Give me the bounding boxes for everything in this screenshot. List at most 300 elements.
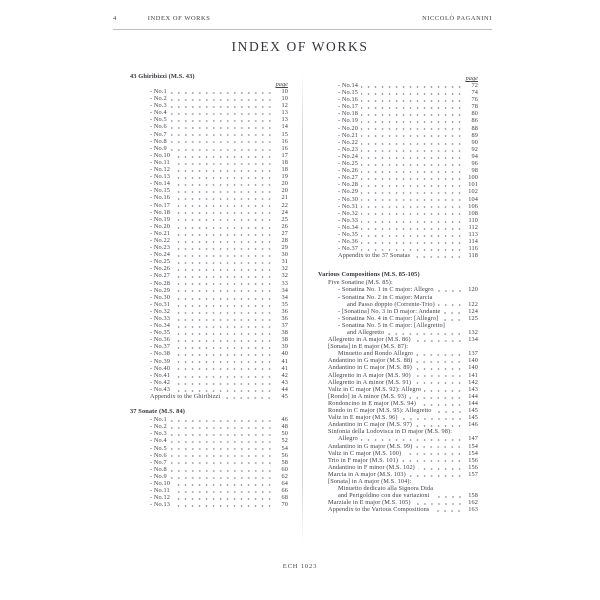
dot-leader [173,272,273,279]
dot-leader [415,443,463,450]
dot-leader [170,430,273,437]
dot-leader [414,372,463,379]
dot-leader [409,471,463,478]
dot-leader [170,423,273,430]
entry-page-number: 32 [281,272,288,280]
index-entry [318,322,478,329]
dot-leader [361,210,463,217]
dot-leader [173,287,273,294]
entry-title: - [Sonatina] No. 3 in D major: Andante [338,307,441,315]
entry-title: [Sonata] in A major (M.S. 104): [328,477,412,485]
dot-leader [361,188,463,195]
entry-title: - No.19 [150,215,170,223]
entry-title: - No.1 [150,416,167,424]
dot-leader [361,174,463,181]
entry-page-number: 43 [281,378,288,386]
index-entry [130,180,288,187]
index-entry [130,280,288,287]
entry-title: Andantino in C major (M.S. 97) [328,421,412,429]
index-entry [318,478,478,485]
entry-title: - No.26 [150,265,170,273]
dot-leader [170,452,273,459]
entry-page-number: 36 [281,307,288,315]
entry-page-number: 122 [468,300,478,308]
entry-title: - No.10 [150,479,170,487]
dot-leader [415,364,463,371]
index-entry [130,194,288,201]
dot-leader [173,180,273,187]
entry-title: - No.30 [150,293,170,301]
index-entry [318,160,478,167]
entry-page-number: 113 [468,230,478,238]
dot-leader [173,202,273,209]
entry-page-number: 143 [468,385,478,393]
dot-leader [173,159,273,166]
index-entry [318,89,478,96]
index-entry [130,287,288,294]
page-column-label: page [275,81,288,88]
entry-title: - No.10 [150,151,170,159]
index-entry [130,258,288,265]
entry-title: Valtz in E major (M.S. 96) [328,414,398,422]
dot-leader [418,464,463,471]
entry-page-number: 154 [468,449,478,457]
entry-title: - No.33 [338,216,358,224]
entry-title: - No.18 [338,110,358,118]
entry-title: - No.8 [150,465,167,473]
index-entry [130,386,288,393]
entry-title: - No.31 [338,202,358,210]
dot-leader [170,473,273,480]
index-entry [130,473,288,480]
entry-page-number: 162 [468,499,478,507]
index-entry [130,372,288,379]
section-heading: 43 Ghiribizzi (M.S. 43) [130,73,195,80]
dot-leader [361,160,463,167]
dot-leader [404,450,463,457]
index-entry [318,146,478,153]
entry-page-number: 106 [468,202,478,210]
entry-title: - No.16 [338,96,358,104]
entry-title: - No.27 [338,174,358,182]
entry-page-number: 34 [281,293,288,301]
entry-page-number: 19 [281,173,288,181]
entry-page-number: 92 [471,145,478,153]
dot-leader [361,238,463,245]
dot-leader [170,145,273,152]
entry-title: and Perigoldino con due variazioni [338,492,430,500]
entry-page-number: 88 [471,124,478,132]
entry-title: - Sonatina No. 2 in C major: Marcia [338,293,433,301]
dot-leader [401,414,463,421]
dot-leader [170,459,273,466]
index-entry [318,224,478,231]
entry-page-number: 50 [281,430,288,438]
entry-page-number: 52 [281,437,288,445]
entry-page-number: 17 [281,151,288,159]
index-entry [318,252,478,259]
index-entry [130,308,288,315]
index-entry [318,499,478,506]
entry-page-number: 20 [281,180,288,188]
entry-page-number: 125 [468,314,478,322]
dot-leader [361,167,463,174]
entry-page-number: 116 [468,245,478,253]
entry-page-number: 48 [281,423,288,431]
entry-title: - No.32 [150,307,170,315]
dot-leader [419,400,463,407]
entry-page-number: 45 [281,393,288,401]
dot-leader [173,365,273,372]
entry-title: - No.2 [150,95,167,103]
dot-leader [438,301,463,308]
index-entry [318,196,478,203]
index-entry [130,102,288,109]
index-entry [130,452,288,459]
dot-leader [173,280,273,287]
entry-page-number: 24 [281,208,288,216]
entry-title: Allegretto in A minor (M.S. 91) [328,378,412,386]
entry-title: - No.4 [150,437,167,445]
entry-title: Valtz in C major (M.S. 100) [328,449,402,457]
dot-leader [435,407,464,414]
entry-page-number: 27 [281,229,288,237]
entry-title: - No.32 [338,209,358,217]
index-entry [130,336,288,343]
dot-leader [170,102,273,109]
dot-leader [443,308,463,315]
entry-title: - No.24 [338,152,358,160]
entry-title: Rondoncino in E major (M.S. 94) [328,399,416,407]
entry-title: - No.34 [338,223,358,231]
entry-title: and Passo doppio (Corrente-Trio) [347,300,435,308]
entry-page-number: 140 [468,357,478,365]
entry-page-number: 38 [281,329,288,337]
entry-title: Appendix to the 37 Sonatas [338,252,411,260]
index-column-right [318,75,478,513]
entry-title: - No.4 [150,109,167,117]
entry-title: - No.11 [150,487,170,495]
section-heading: 37 Sonate (M.S. 84) [130,408,185,416]
entry-title: Appendix to the Various Compositions [328,506,430,514]
index-entry [318,210,478,217]
entry-title: - No.6 [150,123,167,131]
entry-page-number: 147 [468,435,478,443]
entry-title: - No.14 [338,82,358,89]
dot-leader [173,194,273,201]
entry-title: - No.3 [150,430,167,438]
page-crease-line [302,72,303,544]
entry-title: - No.23 [338,145,358,153]
entry-title: - No.8 [150,137,167,145]
entry-page-number: 76 [471,96,478,104]
entry-page-number: 16 [281,137,288,145]
index-entry [130,487,288,494]
entry-page-number: 72 [471,82,478,89]
index-entry [318,82,478,89]
index-entry [130,301,288,308]
entry-title: - No.28 [150,279,170,287]
dot-leader [173,358,273,365]
entry-title: Sinfonia della Lodovisca in D major (M.S. 98): [328,428,453,436]
entry-page-number: 22 [281,201,288,209]
dot-leader [173,173,273,180]
index-entry [318,231,478,238]
dot-leader [173,265,273,272]
index-entry [130,379,288,386]
entry-title: - No.42 [150,378,170,386]
dot-leader [173,501,273,508]
entry-page-number: 36 [281,315,288,322]
entry-page-number: 28 [281,236,288,244]
entry-title: - No.36 [338,238,358,246]
entry-title: - No.22 [150,236,170,244]
entry-page-number: 132 [468,329,478,336]
entry-page-number: 30 [281,251,288,259]
entry-page-number: 60 [281,465,288,473]
entry-title: - No.22 [338,138,358,146]
entry-title: and Allegretto [347,329,385,336]
index-entry [130,187,288,194]
dot-leader [173,152,273,159]
entry-title: - No.5 [150,444,167,452]
index-entry [130,230,288,237]
dot-leader [401,457,463,464]
entry-page-number: 146 [468,421,478,429]
entry-title: Five Sonatine (M.S. 85): [328,279,393,287]
index-entry [130,116,288,123]
entry-page-number: 18 [281,166,288,174]
dot-leader [173,379,273,386]
running-header [113,15,492,22]
dot-leader [361,196,463,203]
dot-leader [361,132,463,139]
entry-page-number: 145 [468,407,478,415]
dot-leader [409,393,463,400]
entry-title: - No.20 [150,222,170,230]
dot-leader [173,216,273,223]
dot-leader [361,146,463,153]
entry-page-number: 29 [281,244,288,252]
index-entry [318,125,478,132]
dot-leader [173,209,273,216]
index-entry [318,203,478,210]
entry-page-number: 13 [281,116,288,124]
entry-page-number: 145 [468,414,478,422]
dot-leader [173,343,273,350]
index-entry [130,365,288,372]
index-entry [318,245,478,252]
entry-page-number: 70 [281,501,288,509]
entry-page-number: 120 [468,286,478,294]
entry-title: - No.17 [150,201,170,209]
index-entry [318,428,478,435]
entry-page-number: 144 [468,399,478,407]
index-entry [318,421,478,428]
entry-title: Marcia in A major (M.S. 103) [328,470,406,478]
entry-title: - No.24 [150,251,170,259]
dot-leader [361,96,463,103]
entry-title: - No.31 [150,300,170,308]
index-entry [318,110,478,117]
entry-page-number: 104 [468,195,478,203]
dot-leader [361,231,463,238]
page-column-label-row [318,75,478,82]
entry-page-number: 21 [281,194,288,202]
entry-title: - No.34 [150,322,170,330]
dot-leader [361,153,463,160]
entry-title: - No.17 [338,103,358,111]
index-entry [130,138,288,145]
dot-leader [173,230,273,237]
index-entry [130,315,288,322]
entry-page-number: 163 [468,506,478,514]
index-entry [318,435,478,442]
entry-title: - No.3 [150,102,167,110]
entry-title: - No.12 [150,494,170,502]
dot-leader [361,139,463,146]
index-entry [130,430,288,437]
index-entry [318,286,478,293]
entry-title: - No.26 [338,167,358,175]
entry-page-number: 46 [281,416,288,424]
entry-page-number: 66 [281,487,288,495]
dot-leader [361,245,463,252]
dot-leader [432,506,463,513]
entry-page-number: 142 [468,378,478,386]
index-entry [130,251,288,258]
section-heading: Various Compositions (M.S. 85-105) [318,271,420,279]
dot-leader [173,372,273,379]
entry-page-number: 100 [468,174,478,182]
entry-page-number: 141 [468,371,478,379]
entry-page-number: 62 [281,472,288,480]
index-entry [318,485,478,492]
entry-page-number: 16 [281,144,288,152]
entry-title: [Rondo] in A minor (M.S. 93) [328,392,407,400]
entry-page-number: 44 [281,385,288,393]
dot-leader [170,445,273,452]
entry-page-number: 108 [468,209,478,217]
entry-page-number: 101 [468,181,478,189]
entry-page-number: 114 [468,238,478,246]
index-entry [130,209,288,216]
index-entry [130,202,288,209]
dot-leader [173,336,273,343]
entry-page-number: 18 [281,158,288,166]
entry-title: - No.7 [150,458,167,466]
entry-page-number: 134 [468,336,478,344]
index-entry [130,237,288,244]
entry-page-number: 54 [281,444,288,452]
dot-leader [170,123,273,130]
index-entry [130,152,288,159]
index-column-left [130,73,288,508]
index-entry [130,166,288,173]
index-entry [130,393,288,400]
index-entry [130,350,288,357]
dot-leader [173,244,273,251]
entry-title: - No.36 [150,336,170,344]
index-entry [130,466,288,473]
entry-page-number: 110 [468,216,478,224]
dot-leader [173,258,273,265]
entry-page-number: 25 [281,215,288,223]
index-entry [318,336,478,343]
dot-leader [361,110,463,117]
entry-title: - No.2 [150,423,167,431]
dot-leader [424,386,463,393]
index-entry [318,188,478,195]
entry-title: Minuetto dedicato alla Signora Dida [338,485,434,493]
index-entry [130,265,288,272]
dot-leader [361,117,463,124]
entry-page-number: 31 [281,258,288,266]
entry-title: - No.7 [150,130,167,138]
dot-leader [173,294,273,301]
dot-leader [170,109,273,116]
index-entry [130,416,288,423]
entry-page-number: 10 [281,88,288,95]
entry-page-number: 33 [281,279,288,287]
dot-leader [173,237,273,244]
index-entry [318,174,478,181]
entry-title: - No.5 [150,116,167,124]
entry-title: - No.27 [150,272,170,280]
index-entry [318,407,478,414]
entry-page-number: 58 [281,458,288,466]
dot-leader [173,251,273,258]
index-entry [318,357,478,364]
entry-page-number: 98 [471,167,478,175]
entry-title: Andantino in G major (M.S. 99) [328,442,413,450]
entry-title: - No.15 [338,89,358,97]
dot-leader [170,116,273,123]
entry-page-number: 32 [281,265,288,273]
index-entry [318,414,478,421]
index-entry [318,139,478,146]
entry-page-number: 40 [281,350,288,358]
dot-leader [441,315,463,322]
dot-leader [361,435,463,442]
entry-title: - No.38 [150,350,170,358]
dot-leader [415,421,463,428]
dot-leader [361,224,463,231]
entry-page-number: 20 [281,187,288,195]
dot-leader [170,131,273,138]
dot-leader [361,203,463,210]
dot-leader [173,494,273,501]
entry-title: - No.15 [150,187,170,195]
index-entry [318,379,478,386]
dot-leader [361,181,463,188]
index-entry [318,315,478,322]
index-entry [318,294,478,301]
dot-leader [173,308,273,315]
entry-page-number: 78 [471,103,478,111]
index-entry [130,244,288,251]
index-entry [318,238,478,245]
entry-page-number: 74 [471,89,478,97]
index-entry [318,167,478,174]
index-entry [318,181,478,188]
entry-title: - No.25 [150,258,170,266]
index-entry [318,457,478,464]
dot-leader [170,466,273,473]
index-entry [130,123,288,130]
entry-page-number: 15 [281,130,288,138]
dot-leader [387,329,463,336]
